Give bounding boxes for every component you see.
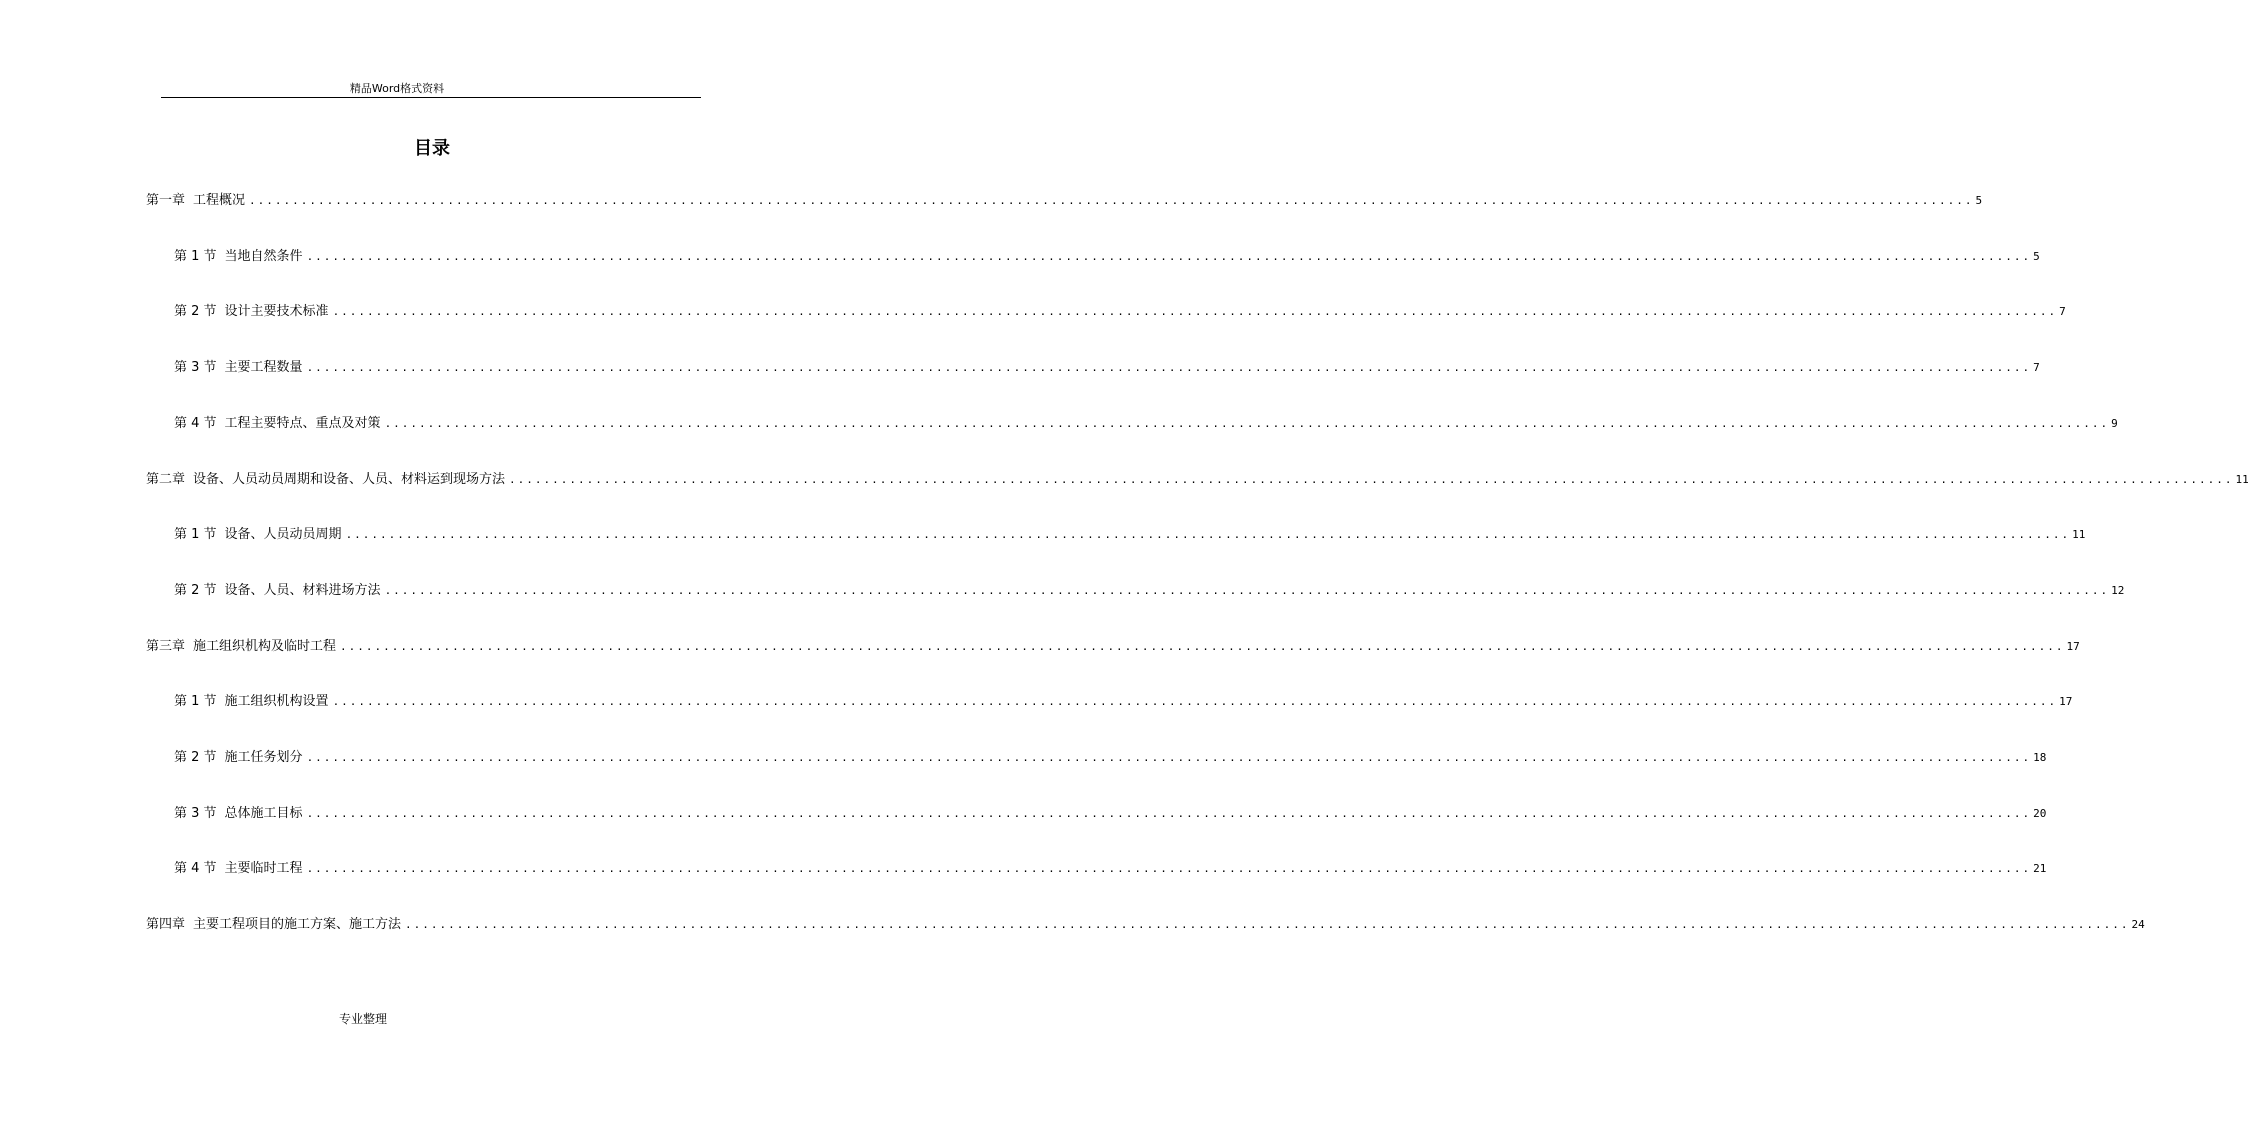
toc-entry-title: 主要工程数量 — [224, 360, 303, 375]
toc-dot-leader: ........................................................................................................................................................................................................ — [340, 640, 2065, 653]
toc-page-number: 17 — [2059, 695, 2073, 708]
toc-entry-title: 工程概况 — [193, 193, 246, 208]
toc-entry-number: 第 1 节 — [174, 527, 217, 542]
toc-title: 目录 — [414, 138, 450, 159]
toc-entry-number: 第 4 节 — [174, 861, 217, 876]
toc-entry-label — [174, 748, 307, 768]
toc-dot-leader: ........................................................................................................................................................................................................ — [306, 250, 2032, 263]
toc-page-number: 7 — [2059, 305, 2066, 318]
toc-entry-number: 第四章 — [146, 917, 186, 932]
toc-page-number: 21 — [2033, 862, 2047, 875]
page-footer: 专业整理 — [338, 1012, 387, 1026]
toc-entry-title: 工程主要特点、重点及对策 — [224, 416, 381, 431]
toc-page-number: 12 — [2111, 584, 2125, 597]
toc-dot-leader: ........................................................................................................................................................................................................ — [509, 473, 2234, 486]
toc-chapter-entry[interactable] — [146, 915, 2145, 935]
toc-entry-label — [146, 637, 340, 657]
toc-section-entry[interactable] — [174, 581, 2125, 601]
toc-entry-number: 第 4 节 — [174, 416, 217, 431]
toc-entry-title: 设备、人员动员周期和设备、人员、材料运到现场方法 — [193, 472, 506, 487]
toc-entry-label — [174, 692, 333, 712]
toc-section-entry[interactable] — [174, 302, 2066, 322]
toc-entry-number: 第 3 节 — [174, 806, 217, 821]
toc-entry-label — [174, 859, 307, 879]
toc-entry-title: 施工组织机构设置 — [224, 694, 329, 709]
toc-page-number: 7 — [2033, 361, 2040, 374]
toc-entry-title: 总体施工目标 — [224, 806, 303, 821]
toc-dot-leader: ........................................................................................................................................................................................................ — [306, 751, 2032, 764]
toc-entry-title: 设备、人员动员周期 — [224, 527, 342, 542]
toc-dot-leader: ........................................................................................................................................................................................................ — [249, 194, 1974, 207]
toc-entry-label — [174, 525, 346, 545]
toc-dot-leader: ........................................................................................................................................................................................................ — [345, 528, 2071, 541]
toc-page-number: 20 — [2033, 807, 2047, 820]
toc-entry-label — [146, 915, 405, 935]
toc-dot-leader: ........................................................................................................................................................................................................ — [384, 417, 2110, 430]
toc-entry-label — [174, 247, 307, 267]
toc-entry-label — [174, 358, 307, 378]
toc-entry-number: 第 2 节 — [174, 304, 217, 319]
toc-entry-number: 第 1 节 — [174, 694, 217, 709]
toc-section-entry[interactable] — [174, 804, 2047, 824]
toc-entry-label — [174, 302, 333, 322]
toc-entry-label — [146, 191, 249, 211]
toc-dot-leader: ........................................................................................................................................................................................................ — [306, 862, 2032, 875]
toc-chapter-entry[interactable] — [146, 191, 1983, 211]
toc-entry-number: 第三章 — [146, 639, 186, 654]
toc-dot-leader: ........................................................................................................................................................................................................ — [306, 361, 2032, 374]
toc-entry-number: 第 1 节 — [174, 249, 217, 264]
toc-entry-number: 第二章 — [146, 472, 186, 487]
toc-entry-number: 第一章 — [146, 193, 186, 208]
toc-page-number: 24 — [2131, 918, 2145, 931]
toc-dot-leader: ........................................................................................................................................................................................................ — [332, 695, 2058, 708]
toc-page-number: 5 — [2033, 250, 2040, 263]
toc-chapter-entry[interactable] — [146, 470, 2249, 490]
toc-entry-label — [174, 414, 385, 434]
toc-page-number: 17 — [2066, 640, 2080, 653]
toc-section-entry[interactable] — [174, 692, 2073, 712]
toc-section-entry[interactable] — [174, 414, 2118, 434]
toc-section-entry[interactable] — [174, 358, 2040, 378]
toc-section-entry[interactable] — [174, 525, 2086, 545]
toc-section-entry[interactable] — [174, 247, 2040, 267]
toc-entry-title: 主要工程项目的施工方案、施工方法 — [193, 917, 402, 932]
toc-section-entry[interactable] — [174, 748, 2047, 768]
toc-page-number: 9 — [2111, 417, 2118, 430]
toc-entry-title: 设计主要技术标准 — [224, 304, 329, 319]
toc-chapter-entry[interactable] — [146, 637, 2080, 657]
toc-entry-title: 主要临时工程 — [224, 861, 303, 876]
page-header: 精品Word格式资料 — [349, 82, 445, 95]
toc-entry-title: 施工组织机构及临时工程 — [193, 639, 337, 654]
toc-entry-label — [174, 804, 307, 824]
toc-entry-label — [146, 470, 509, 490]
toc-dot-leader: ........................................................................................................................................................................................................ — [384, 584, 2110, 597]
toc-entry-label — [174, 581, 385, 601]
toc-entry-title: 施工任务划分 — [224, 750, 303, 765]
toc-page-number: 11 — [2072, 528, 2086, 541]
toc-dot-leader: ........................................................................................................................................................................................................ — [405, 918, 2130, 931]
toc-page-number: 5 — [1975, 194, 1983, 207]
toc-page-number: 11 — [2235, 473, 2249, 486]
toc-entry-number: 第 2 节 — [174, 583, 217, 598]
toc-entry-title: 设备、人员、材料进场方法 — [224, 583, 381, 598]
toc-entry-title: 当地自然条件 — [224, 249, 303, 264]
toc-section-entry[interactable] — [174, 859, 2047, 879]
toc-dot-leader: ........................................................................................................................................................................................................ — [332, 305, 2058, 318]
toc-page-number: 18 — [2033, 751, 2047, 764]
toc-entry-number: 第 3 节 — [174, 360, 217, 375]
toc-entry-number: 第 2 节 — [174, 750, 217, 765]
toc-dot-leader: ........................................................................................................................................................................................................ — [306, 807, 2032, 820]
